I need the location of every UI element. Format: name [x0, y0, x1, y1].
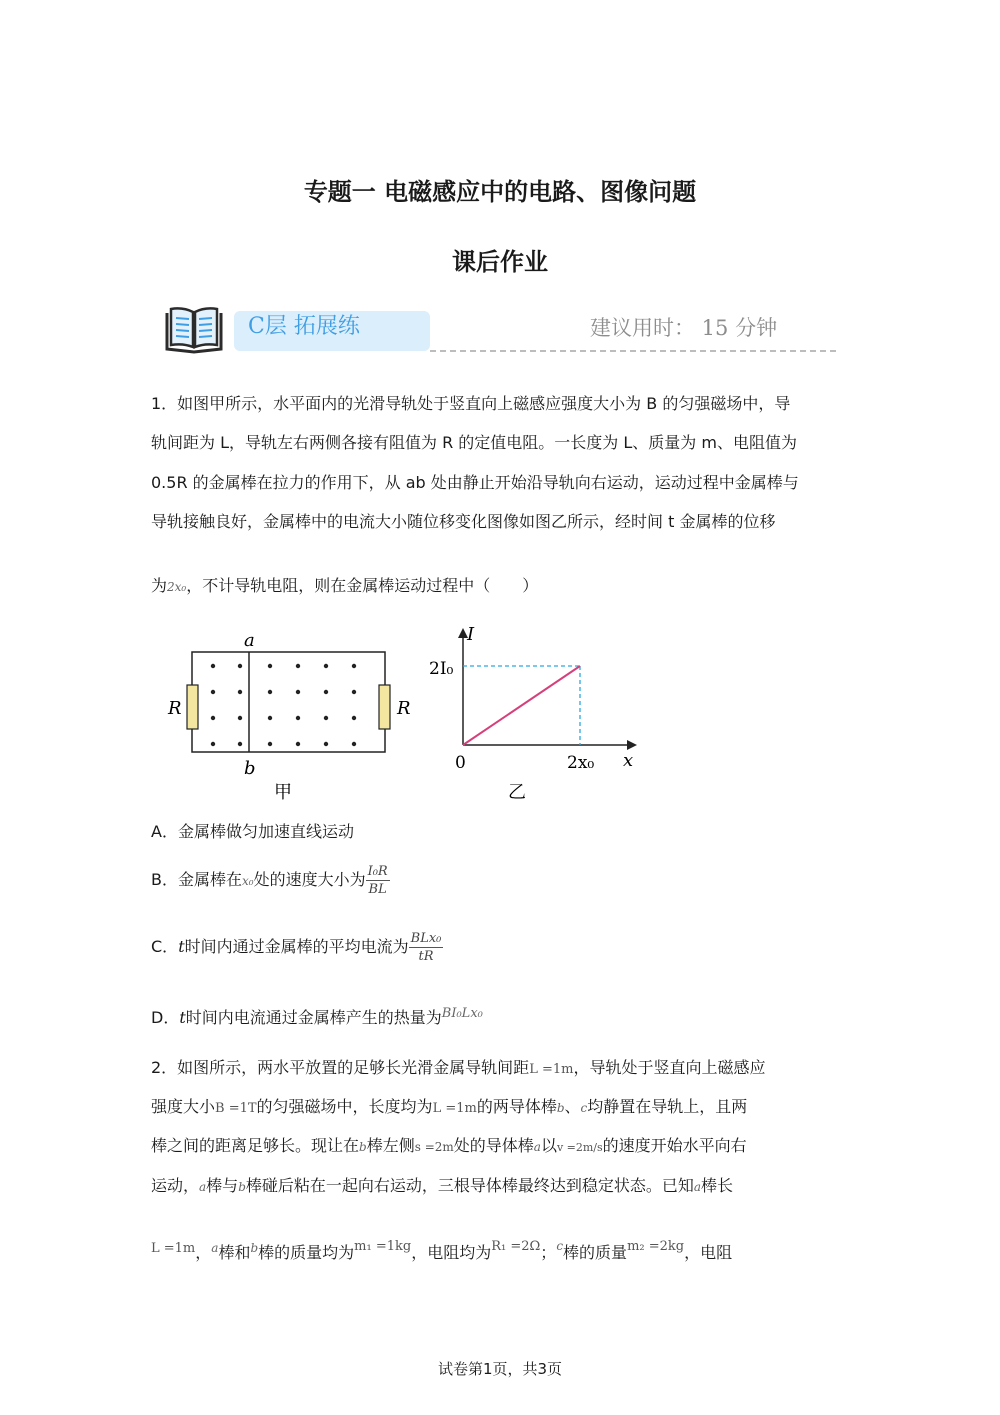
- axis-x-label: x: [623, 750, 634, 771]
- q2-l5-b: b: [250, 1241, 259, 1255]
- origin-label: 0: [455, 753, 466, 773]
- q2-l3-mid2: 处的导体棒: [453, 1136, 534, 1155]
- caption-yi: 乙: [508, 782, 526, 803]
- level-label: C层 拓展练: [248, 314, 360, 339]
- q1-line-1: 1．如图甲所示，水平面内的光滑导轨处于竖直向上磁感应强度大小为 B 的匀强磁场中，导: [151, 394, 791, 413]
- opt-b-num: I₀R: [367, 864, 388, 879]
- page-footer: 试卷第1页，共3页: [437, 1360, 563, 1378]
- q2-l5-math3: R₁ =2Ω: [491, 1239, 541, 1254]
- label-b: b: [244, 758, 256, 779]
- q2-l1-post: ，导轨处于竖直向上磁感应: [573, 1058, 766, 1077]
- q2-l2-mid: 的匀强磁场中，长度均为: [256, 1097, 433, 1116]
- q2-l3-a: a: [533, 1140, 541, 1154]
- q1-option-d: [151, 1000, 483, 1032]
- q2-l5-sep2: ；: [540, 1243, 557, 1262]
- q1-line-5: [151, 576, 538, 597]
- q2-l1-math: L =1m: [529, 1062, 574, 1077]
- opt-c-pre: C．: [151, 937, 179, 956]
- q2-l5-math1: L =1m: [151, 1241, 196, 1256]
- opt-b-den: BL: [368, 882, 387, 897]
- suggested-time: 建议用时： 15 分钟: [590, 316, 778, 340]
- q1-line-2: 轨间距为 L，导轨左右两侧各接有阻值为 R 的定值电阻。一长度为 L、质量为 m、电阻值为: [151, 433, 797, 452]
- q2-l4-b: b: [238, 1180, 246, 1194]
- q2-l5-a: a: [211, 1241, 219, 1255]
- q2-l3-text: 棒之间的距离足够长。现让在: [151, 1136, 360, 1155]
- q1-line-4: 导轨接触良好，金属棒中的电流大小随位移变化图像如图乙所示，经时间 t 金属棒的位移: [151, 512, 776, 531]
- q2-line-5: [151, 1236, 732, 1263]
- q1-line-3: 0.5R 的金属棒在拉力的作用下，从 ab 处由静止开始沿导轨向右运动，运动过程中金属棒与: [151, 473, 799, 492]
- opt-b-fraction: [366, 863, 390, 898]
- opt-b-mid: 处的速度大小为: [253, 870, 366, 889]
- q1-option-a: A．金属棒做匀加速直线运动: [151, 822, 354, 841]
- current-line: [463, 666, 580, 745]
- q2-l2-mid2: 的两导体棒: [476, 1097, 557, 1116]
- opt-d-t: t: [179, 1008, 186, 1027]
- q2-l5-post: ，电阻: [684, 1243, 733, 1262]
- q2-l2-sep: 、: [564, 1097, 581, 1116]
- caption-jia: 甲: [274, 782, 292, 803]
- q2-l5-math2: m₁ =1kg: [354, 1239, 412, 1254]
- label-r-left: R: [168, 698, 182, 719]
- q2-l5-mid: 棒和: [218, 1243, 251, 1262]
- q2-line-4: [151, 1176, 733, 1197]
- opt-c-den: tR: [418, 949, 434, 964]
- q1-line5-pre: 为: [151, 576, 168, 595]
- q1-option-c: [151, 925, 443, 969]
- q2-l3-math1: s =2m: [414, 1140, 454, 1154]
- q2-l3-b: b: [359, 1140, 367, 1154]
- x-tick-label: 2x₀: [567, 753, 595, 773]
- q2-line-1: [151, 1058, 765, 1080]
- opt-c-t: t: [178, 937, 185, 956]
- q2-l2-math1: B =1T: [215, 1101, 257, 1116]
- banner-divider: [430, 350, 836, 352]
- q2-l4-mid2: 棒碰后粘在一起向右运动，三根导体棒最终达到稳定状态。已知: [245, 1176, 694, 1195]
- q2-l1-pre: 2．如图所示，两水平放置的足够长光滑金属导轨间距: [151, 1058, 530, 1077]
- q1-option-b: [151, 858, 390, 903]
- q2-line-2: [151, 1097, 747, 1119]
- q2-l2-post: 均静置在导轨上，且两: [587, 1097, 748, 1116]
- q2-l3-post: 的速度开始水平向右: [602, 1136, 747, 1155]
- q2-l2-pre: 强度大小: [151, 1097, 216, 1116]
- q2-l4-post: 棒长: [701, 1176, 734, 1195]
- q2-l5-c: c: [556, 1239, 564, 1253]
- q2-l2-math2: L =1m: [432, 1101, 477, 1116]
- book-icon: [163, 305, 225, 355]
- opt-b-var: x₀: [241, 874, 254, 888]
- q2-l4-mid: 棒与: [206, 1176, 239, 1195]
- q2-l5-math4: m₂ =2kg: [627, 1239, 685, 1254]
- q1-line5-math: 2x₀: [167, 580, 187, 594]
- figure-graph: [425, 620, 650, 806]
- q2-l5-mid4: 棒的质量: [563, 1243, 628, 1262]
- q2-l5-mid3: ，电阻均为: [411, 1243, 492, 1262]
- q1-line5-post: ，不计导轨电阻，则在金属棒运动过程中（ ）: [186, 576, 539, 595]
- opt-c-fraction: [409, 930, 444, 965]
- opt-d-mid: 时间内电流通过金属棒产生的热量为: [185, 1008, 442, 1027]
- q2-l3-mid3: 以: [540, 1136, 557, 1155]
- y-tick-label: 2I₀: [429, 659, 454, 679]
- q2-l4-a2: a: [693, 1180, 702, 1194]
- q2-line-3: [151, 1136, 747, 1158]
- q2-l2-c: c: [580, 1101, 588, 1115]
- opt-c-mid: 时间内通过金属棒的平均电流为: [184, 937, 409, 956]
- q2-l4-a: a: [199, 1180, 207, 1194]
- page-subtitle: 课后作业: [452, 248, 548, 276]
- opt-d-expr: BI₀Lx₀: [441, 1006, 483, 1021]
- opt-b-pre: B．金属棒在: [151, 870, 242, 889]
- opt-d-pre: D．: [151, 1008, 180, 1027]
- axis-y-label: I: [467, 624, 475, 645]
- label-a: a: [244, 630, 255, 651]
- q2-l5-mid2: 棒的质量均为: [258, 1243, 355, 1262]
- resistor-right: [379, 685, 390, 729]
- q2-l2-b: b: [556, 1101, 565, 1115]
- q2-l3-math2: v =2m/s: [556, 1141, 603, 1154]
- magnetic-field-dots: [211, 664, 356, 746]
- label-r-right: R: [397, 698, 411, 719]
- page-title: 专题一 电磁感应中的电路、图像问题: [303, 178, 697, 206]
- q2-l4-pre: 运动，: [151, 1176, 200, 1195]
- figure-circuit: [160, 626, 420, 806]
- opt-c-num: BLx₀: [410, 931, 442, 946]
- resistor-left: [187, 685, 198, 729]
- q2-l3-mid: 棒左侧: [366, 1136, 415, 1155]
- q2-l5-sep1: ，: [195, 1243, 212, 1262]
